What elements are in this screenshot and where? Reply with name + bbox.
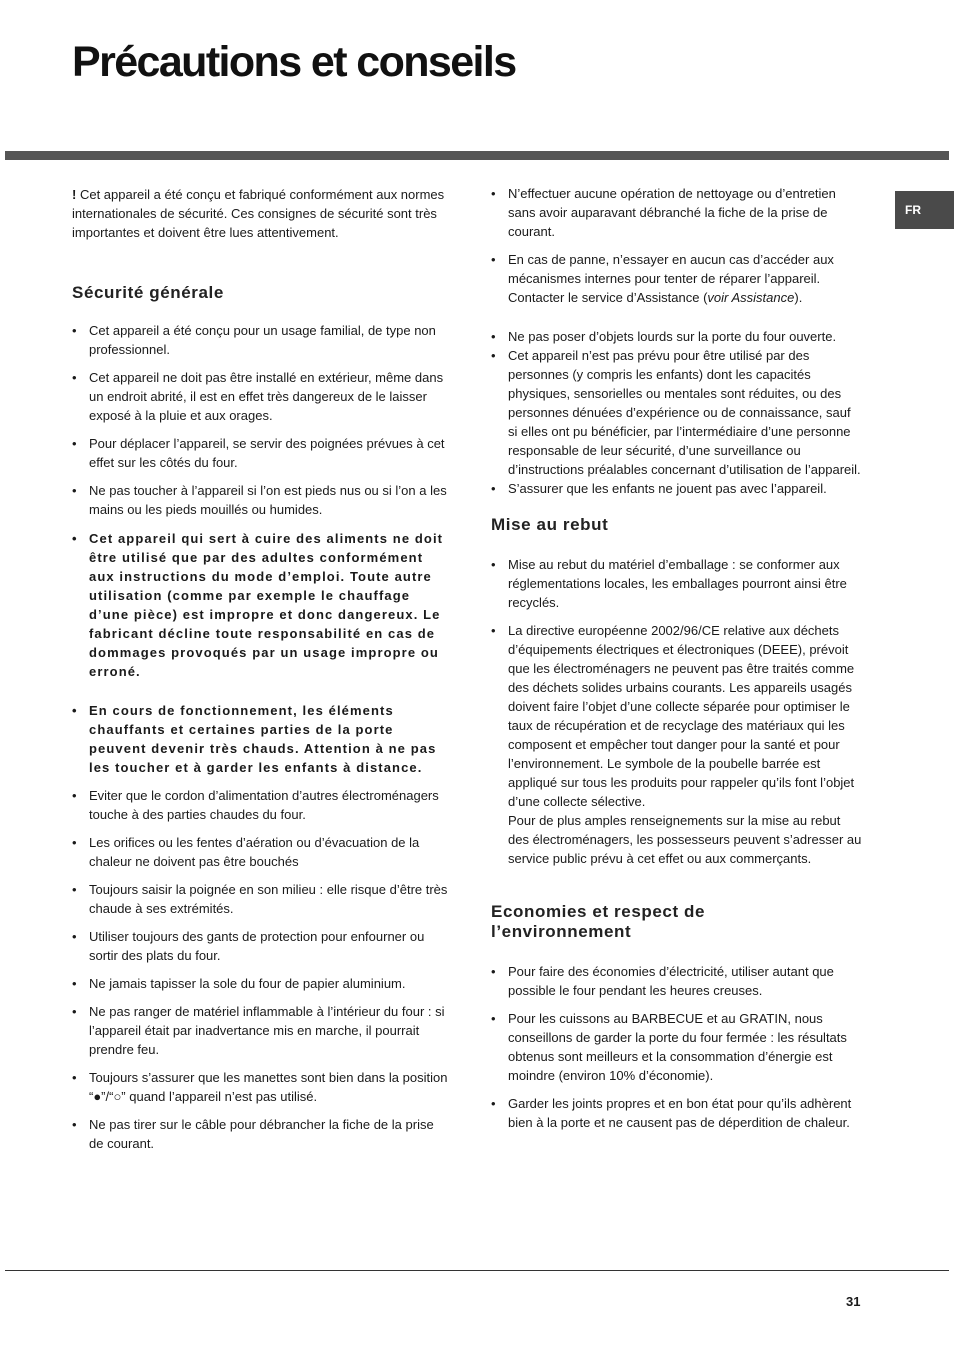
list-item: • Eviter que le cordon d’alimentation d’autres électroménagers touche à des parties chaudes du four. xyxy=(72,786,450,824)
list-item: • Ne pas toucher à l’appareil si l’on est pieds nus ou si l’on a les mains ou les pieds mouillés ou humides. xyxy=(72,481,450,519)
assistance-reference: voir Assistance xyxy=(707,290,795,305)
list-item: • Toujours s’assurer que les manettes sont bien dans la position “●”/“○” quand l’appareil n’est pas utilisé. xyxy=(72,1068,450,1106)
list-item: • Les orifices ou les fentes d’aération ou d’évacuation de la chaleur ne doivent pas être bouchés xyxy=(72,833,450,871)
list-item: • Mise au rebut du matériel d’emballage : se conformer aux réglementations locales, les emballages pourront ainsi être recyclés. xyxy=(491,555,863,612)
list-item: • Garder les joints propres et en bon état pour qu’ils adhèrent bien à la porte et ne causent pas de déperdition de chaleur. xyxy=(491,1094,863,1132)
page-number: 31 xyxy=(846,1294,861,1309)
list-item: • N’effectuer aucune opération de nettoyage ou d’entretien sans avoir auparavant débranché la fiche de la prise de courant. xyxy=(491,184,863,241)
heading-economies: Economies et respect de l’environnement xyxy=(491,902,706,941)
list-item: • Cet appareil a été conçu pour un usage familial, de type non professionnel. xyxy=(72,321,450,359)
intro-paragraph xyxy=(72,185,450,242)
list-item: • Pour les cuissons au BARBECUE et au GRATIN, nous conseillons de garder la porte du four fermée : les résultats obtenus sont meilleurs et la consommation d’énergie est moindre (environ 10% d’économie). xyxy=(491,1009,863,1085)
warning-mark: ! xyxy=(72,187,77,202)
list-item: • Ne pas tirer sur le câble pour débrancher la fiche de la prise de courant. xyxy=(72,1115,450,1153)
economies-list xyxy=(491,962,863,1132)
list-item: • Pour déplacer l’appareil, se servir des poignées prévues à cet effet sur les côtés du four. xyxy=(72,434,450,472)
list-item: • S’assurer que les enfants ne jouent pas avec l’appareil. xyxy=(491,479,863,498)
list-item: • Toujours saisir la poignée en son milieu : elle risque d’être très chaude à ses extrémités. xyxy=(72,880,450,918)
header-rule xyxy=(5,151,949,160)
list-item: • Ne pas ranger de matériel inflammable à l’intérieur du four : si l’appareil était par inadvertance mis en marche, il pourrait prendre feu. xyxy=(72,1002,450,1059)
list-item: • Pour faire des économies d’électricité, utiliser autant que possible le four pendant les heures creuses. xyxy=(491,962,863,1000)
heading-mise-au-rebut: Mise au rebut xyxy=(491,515,609,534)
list-item: • En cas de panne, n’essayer en aucun cas d’accéder aux mécanismes internes pour tenter de réparer l’appareil. Contacter le service d’Assistance (voir Assistance). xyxy=(491,250,863,307)
rebut-extra-paragraph: Pour de plus amples renseignements sur la mise au rebut des électroménagers, les possesseurs peuvent s’adresser au service public prévu à cet effet ou aux commerçants. xyxy=(508,813,862,866)
list-item: • Ne jamais tapisser la sole du four de papier aluminium. xyxy=(72,974,450,993)
list-item: • La directive européenne 2002/96/CE relative aux déchets d’équipements électriques et électroniques (DEEE), prévoit que les électroménagers ne peuvent pas être traités comme des déchets solides urbains courants. Les appareils usagés doivent faire l’objet d’une collecte séparée pour optimiser le taux de récupération et de recyclage des matériaux qui les composent et empêcher tout danger pour la santé et pour l’environnement. Le symbole de la poubelle barrée est appliqué sur tous les produits pour rappeler qu’ils font l’objet d’une collecte sélective. xyxy=(491,621,863,811)
list-item: • Cet appareil ne doit pas être installé en extérieur, même dans un endroit abrité, il est en effet très dangereux de le laisser exposé à la pluie et aux orages. xyxy=(72,368,450,425)
intro-text: Cet appareil a été conçu et fabriqué conformément aux normes internationales de sécurité. Ces consignes de sécurité sont très importantes et doivent être lues attentivement. xyxy=(72,187,445,240)
list-item: • Cet appareil n’est pas prévu pour être utilisé par des personnes (y compris les enfants) dont les capacités physiques, sensorielles ou mentales sont réduites, ou des personnes dénuées d’expérience ou de connaissance, sauf si elles ont pu bénéficier, par l’intermédiaire d’une personne responsable de leur sécurité, d’une surveillance ou d’instructions préalables concernant d’utilisation de l’appareil. xyxy=(491,346,863,479)
page-title: Précautions et conseils xyxy=(72,38,516,86)
securite-list xyxy=(72,321,450,1153)
left-column xyxy=(72,185,450,1153)
securite-list-continued xyxy=(491,184,863,498)
heading-securite-generale: Sécurité générale xyxy=(72,283,224,302)
right-column xyxy=(491,184,863,1132)
list-item-warning: • En cours de fonctionnement, les éléments chauffants et certaines parties de la porte peuvent devenir très chauds. Attention à ne pas les toucher et à garder les enfants à distance. xyxy=(72,701,450,777)
list-item: • Utiliser toujours des gants de protection pour enfourner ou sortir des plats du four. xyxy=(72,927,450,965)
language-tab: FR xyxy=(895,191,954,229)
list-item-warning: • Cet appareil qui sert à cuire des aliments ne doit être utilisé que par des adultes conformément aux instructions du mode d’emploi. Toute autre utilisation (comme par exemple le chauffage d’une pièce) est impropre et donc dangereux. Le fabricant décline toute responsabilité en cas de dommages provoqués par un usage impropre ou erroné. xyxy=(72,529,450,681)
rebut-list xyxy=(491,555,863,811)
list-item: • Ne pas poser d’objets lourds sur la porte du four ouverte. xyxy=(491,327,863,346)
footer-rule xyxy=(5,1270,949,1271)
